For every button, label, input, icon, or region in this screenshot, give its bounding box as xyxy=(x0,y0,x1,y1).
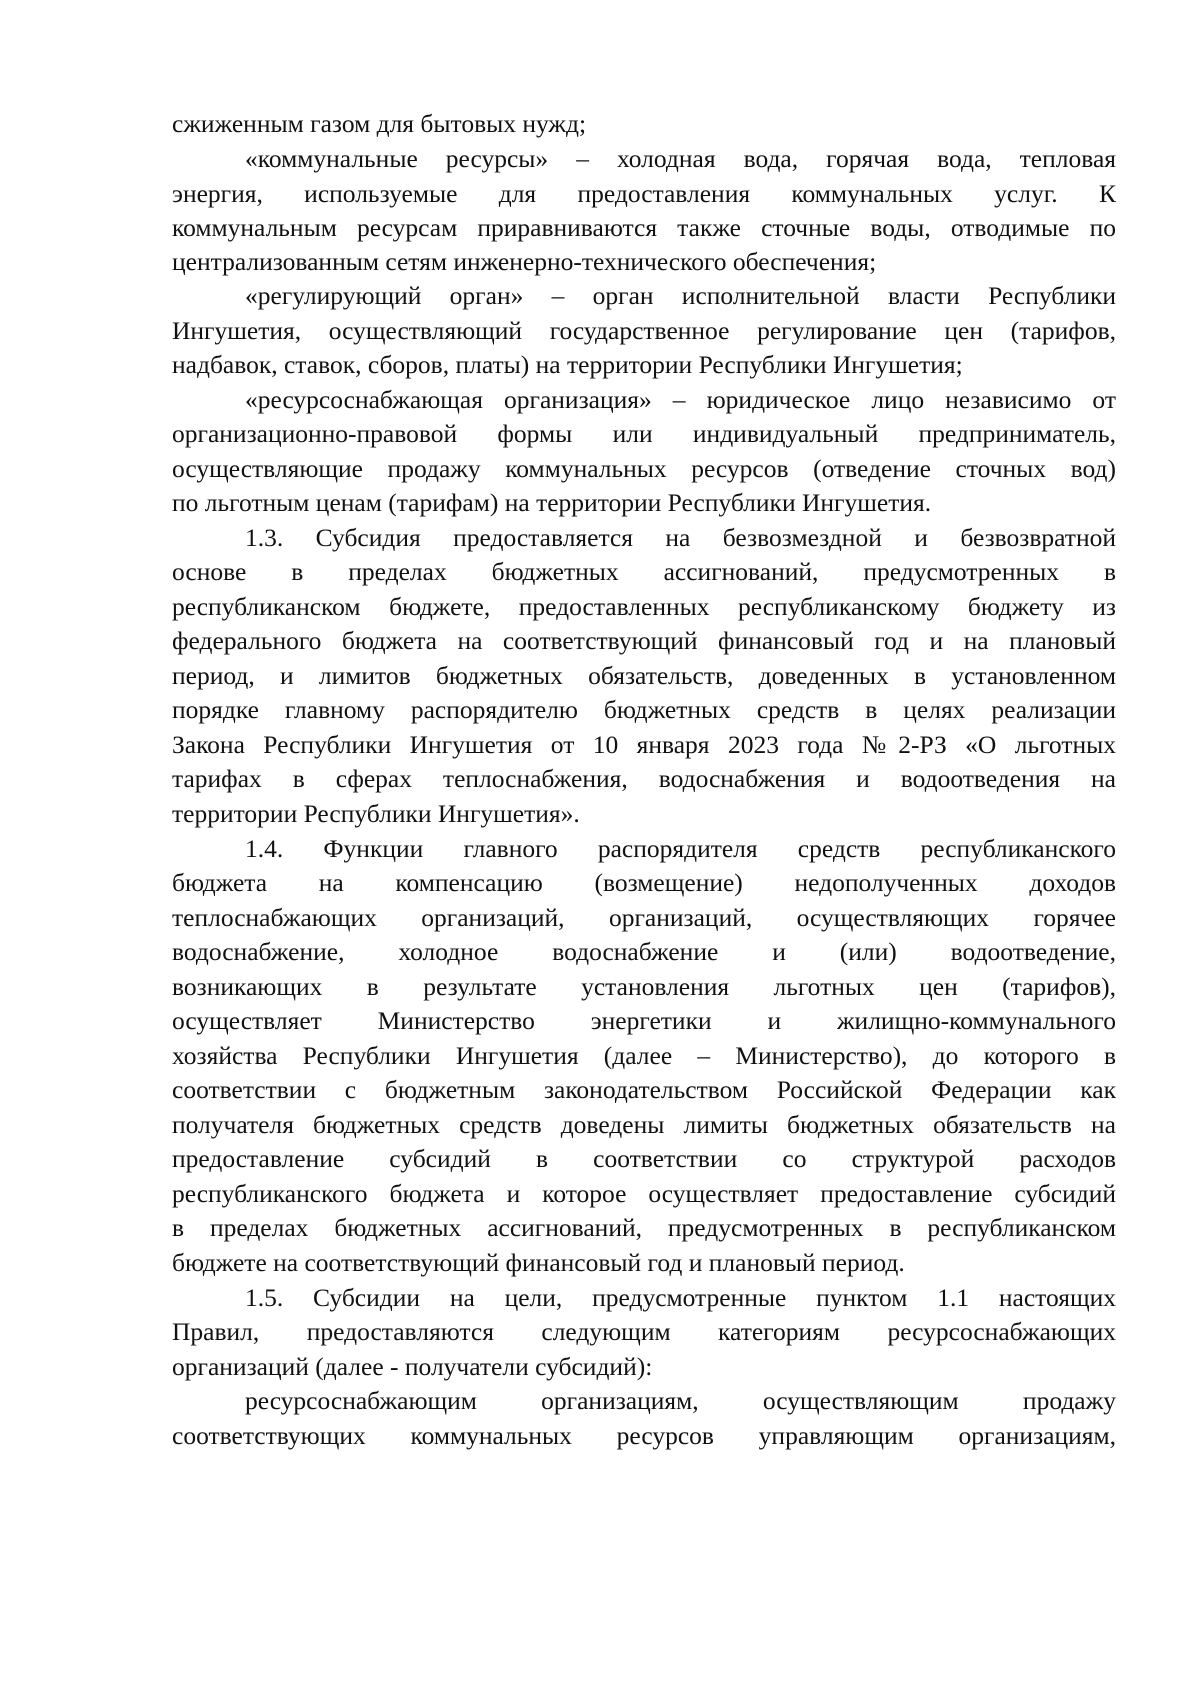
text-line: порядке главному распорядителю бюджетных средств в целях реализации xyxy=(172,695,1116,724)
text-line: соответствующих коммунальных ресурсов управляющим организациям, xyxy=(172,1421,1116,1450)
text-line: 1.4. Функции главного распорядителя средств республиканского xyxy=(245,834,1116,863)
text-line: «коммунальные ресурсы» – холодная вода, горячая вода, тепловая xyxy=(245,144,1116,173)
text-line: ресурсоснабжающим организациям, осуществляющим продажу xyxy=(245,1386,1116,1415)
text-line: коммунальным ресурсам приравниваются также сточные воды, отводимые по xyxy=(172,213,1116,242)
text-line: территории Республики Ингушетия». xyxy=(172,799,580,828)
text-line: предоставление субсидий в соответствии со структурой расходов xyxy=(172,1144,1116,1173)
text-line: период, и лимитов бюджетных обязательств, доведенных в установленном xyxy=(172,661,1116,690)
text-line: республиканском бюджете, предоставленных республиканскому бюджету из xyxy=(172,592,1116,621)
text-line: возникающих в результате установления льготных цен (тарифов), xyxy=(172,972,1116,1001)
text-line: сжиженным газом для бытовых нужд; xyxy=(172,109,587,138)
text-line: федерального бюджета на соответствующий финансовый год и на плановый xyxy=(172,626,1116,655)
text-line: бюджета на компенсацию (возмещение) недополученных доходов xyxy=(172,868,1116,897)
text-line: основе в пределах бюджетных ассигнований, предусмотренных в xyxy=(172,557,1116,586)
text-line: осуществляющие продажу коммунальных ресурсов (отведение сточных вод) xyxy=(172,454,1116,483)
text-line: бюджете на соответствующий финансовый год и плановый период. xyxy=(172,1248,905,1277)
text-line: теплоснабжающих организаций, организаций, осуществляющих горячее xyxy=(172,903,1116,932)
text-line: Ингушетия, осуществляющий государственное регулирование цен (тарифов, xyxy=(172,316,1116,345)
text-line: организаций (далее - получатели субсидий): xyxy=(172,1352,653,1381)
text-line: «регулирующий орган» – орган исполнительной власти Республики xyxy=(245,281,1116,310)
text-line: тарифах в сферах теплоснабжения, водоснабжения и водоотведения на xyxy=(172,764,1116,793)
text-line: 1.5. Субсидии на цели, предусмотренные пунктом 1.1 настоящих xyxy=(245,1283,1116,1312)
text-line: Закона Республики Ингушетия от 10 января 2023 года №2-РЗ «О льготных xyxy=(172,730,1116,759)
text-line: водоснабжение, холодное водоснабжение и (или) водоотведение, xyxy=(172,937,1116,966)
text-line: 1.3. Субсидия предоставляется на безвозмездной и безвозвратной xyxy=(245,523,1116,552)
text-line: организационно-правовой формы или индивидуальный предприниматель, xyxy=(172,419,1116,448)
text-line: осуществляет Министерство энергетики и жилищно-коммунального xyxy=(172,1006,1116,1035)
text-line: «ресурсоснабжающая организация» – юридическое лицо независимо от xyxy=(245,385,1116,414)
text-line: получателя бюджетных средств доведены лимиты бюджетных обязательств на xyxy=(172,1110,1116,1139)
text-line: централизованным сетям инженерно-технического обеспечения; xyxy=(172,247,877,276)
text-line: надбавок, ставок, сборов, платы) на территории Республики Ингушетия; xyxy=(172,350,963,379)
text-line: соответствии с бюджетным законодательством Российской Федерации как xyxy=(172,1075,1116,1104)
text-line: по льготным ценам (тарифам) на территории Республики Ингушетия. xyxy=(172,488,932,517)
text-line: Правил, предоставляются следующим категориям ресурсоснабжающих xyxy=(172,1317,1116,1346)
text-line: энергия, используемые для предоставления коммунальных услуг. К xyxy=(172,179,1116,208)
text-line: республиканского бюджета и которое осуществляет предоставление субсидий xyxy=(172,1179,1116,1208)
text-line: в пределах бюджетных ассигнований, предусмотренных в республиканском xyxy=(172,1213,1116,1242)
text-line: хозяйства Республики Ингушетия (далее – Министерство), до которого в xyxy=(172,1041,1116,1070)
